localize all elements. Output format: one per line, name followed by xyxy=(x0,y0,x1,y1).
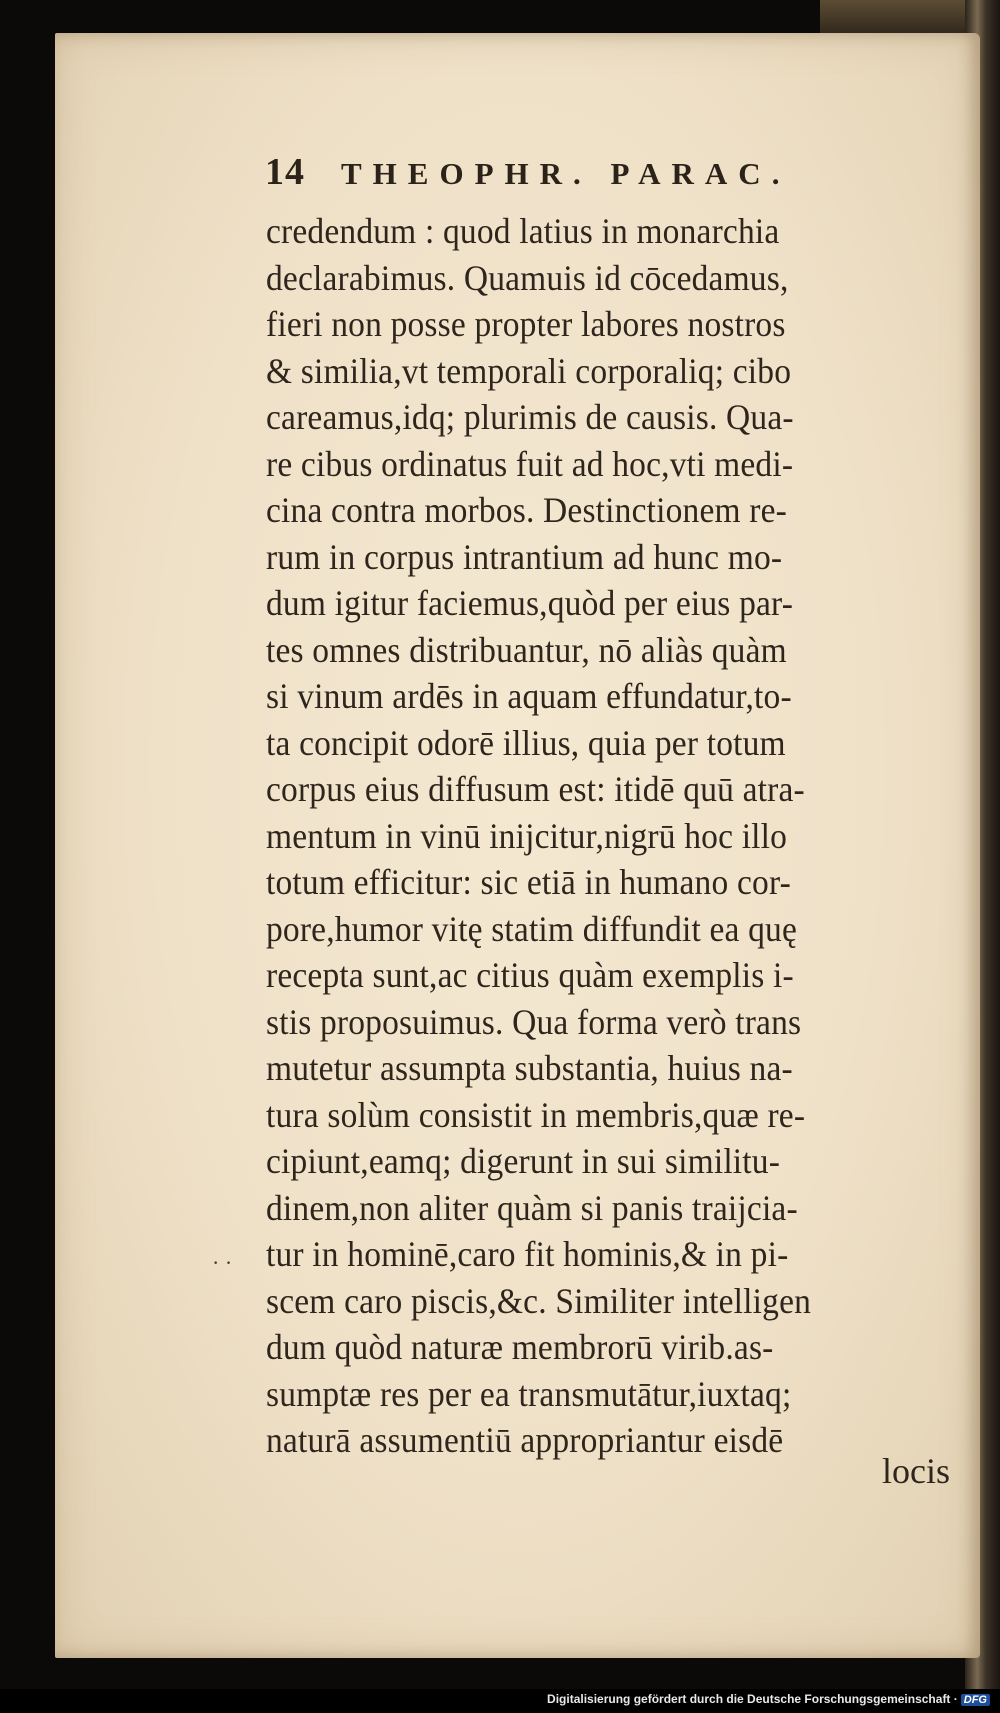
funding-text: Digitalisierung gefördert durch die Deutsche Forschungsgemeinschaft · xyxy=(547,1692,958,1706)
text-line: tura solùm consistit in membris,quæ re- xyxy=(266,1094,806,1135)
text-line: scem caro piscis,&c. Similiter intelligen xyxy=(266,1280,812,1321)
main-text xyxy=(266,208,976,1464)
text-line: careamus,idq; plurimis de causis. Qua- xyxy=(266,397,794,437)
text-line: cina contra morbos. Destinctionem re- xyxy=(266,490,788,530)
text-line: corpus eius diffusum est: itidē quū atra- xyxy=(266,769,805,809)
text-line: tes omnes distribuantur, nō aliàs quàm xyxy=(266,629,787,670)
text-line: re cibus ordinatus fuit ad hoc,vti medi- xyxy=(266,443,794,484)
text-line: dum igitur faciemus,quòd per eius par- xyxy=(266,583,794,623)
page-number: 14 xyxy=(265,151,305,193)
running-title: THEOPHR. PARAC. xyxy=(341,156,791,191)
text-line: mutetur assumpta substantia, huius na- xyxy=(266,1048,793,1088)
margin-mark: · · xyxy=(212,1250,233,1275)
dfg-logo: DFG xyxy=(961,1694,990,1706)
text-line: rum in corpus intrantium ad hunc mo- xyxy=(266,536,783,577)
text-line: pore,humor vitę statim diffundit ea quę xyxy=(266,908,798,949)
text-line: totum efficitur: sic etiā in humano cor- xyxy=(266,862,791,902)
text-line: dinem,non aliter quàm si panis traijcia- xyxy=(266,1187,798,1228)
catchword: locis xyxy=(882,1451,950,1491)
text-line: recepta sunt,ac citius quàm exemplis i- xyxy=(266,955,794,995)
text-line: declarabimus. Quamuis id cōcedamus, xyxy=(266,257,789,298)
text-line: ta concipit odorē illius, quia per totum xyxy=(266,722,786,763)
funding-footer xyxy=(547,1692,990,1706)
text-line: si vinum ardēs in aquam effundatur,to- xyxy=(266,676,792,716)
text-line: naturā assumentiū appropriantur eisdē xyxy=(266,1420,784,1460)
text-line: dum quòd naturæ membrorū virib.as- xyxy=(266,1327,774,1367)
running-head xyxy=(265,150,790,202)
text-line: fieri non posse propter labores nostros xyxy=(266,304,786,344)
text-line: & similia,vt temporali corporaliq; cibo xyxy=(266,350,792,391)
text-line: credendum : quod latius in monarchia xyxy=(266,211,780,251)
text-line: stis proposuimus. Qua forma verò trans xyxy=(266,1001,802,1042)
text-line: tur in hominē,caro fit hominis,& in pi- xyxy=(266,1234,789,1274)
text-line: cipiunt,eamq; digerunt in sui similitu- xyxy=(266,1141,781,1181)
text-line: sumptæ res per ea transmutātur,iuxtaq; xyxy=(266,1373,792,1414)
text-line: mentum in vinū inijcitur,nigrū hoc illo xyxy=(266,815,788,856)
